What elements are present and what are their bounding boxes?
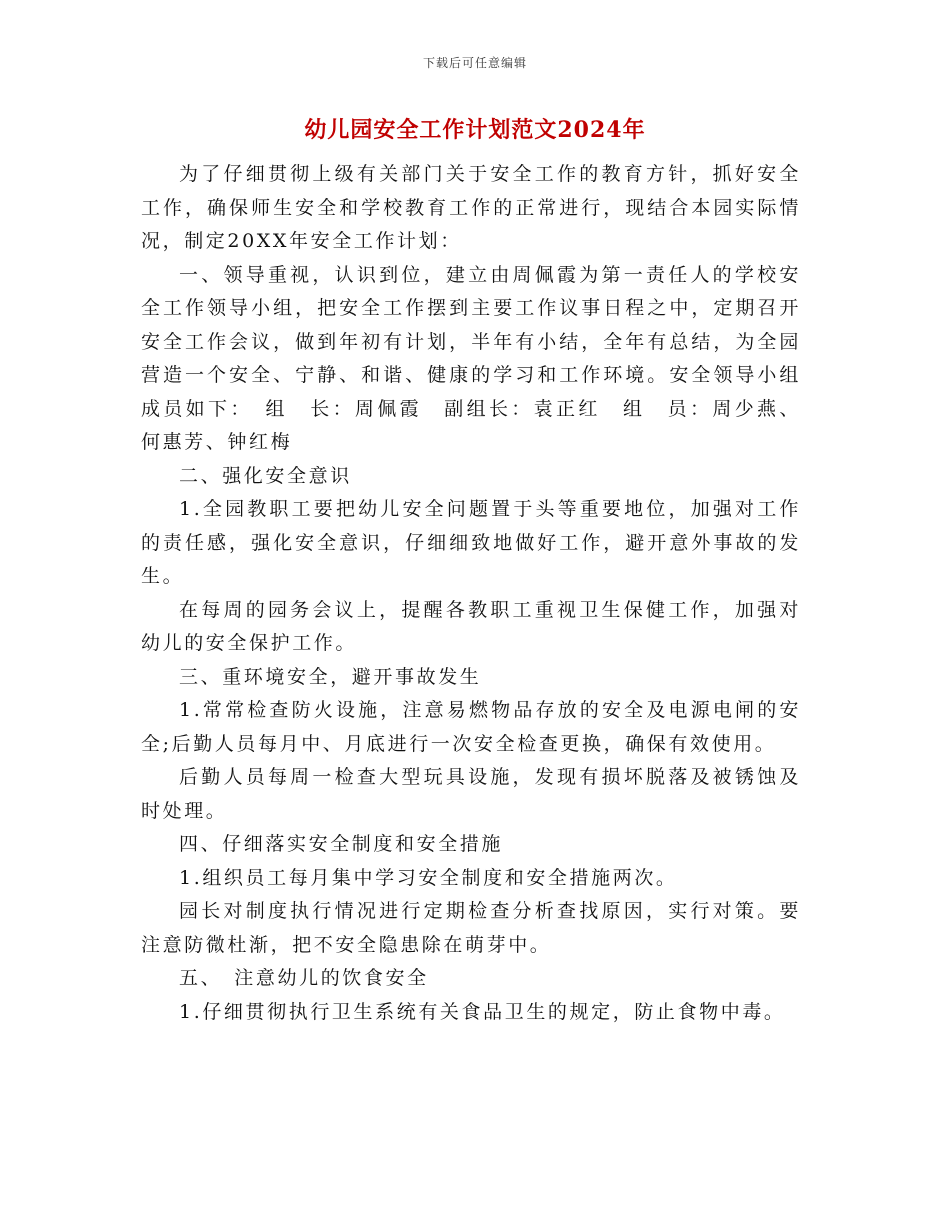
paragraph-item-3-2: 后勤人员每周一检查大型玩具设施，发现有损坏脱落及被锈蚀及时处理。 (141, 766, 801, 822)
paragraph-item-5-1: 1.仔细贯彻执行卫生系统有关食品卫生的规定，防止食物中毒。 (179, 1000, 786, 1023)
paragraph-item-2-1: 1.全园教职工要把幼儿安全问题置于头等重要地位，加强对工作的责任感，强化安全意识，仔细细致地做好工作，避开意外事故的发生。 (141, 498, 801, 587)
paragraph-heading-3: 三、重环境安全，避开事故发生 (179, 665, 482, 688)
document-title: 幼儿园安全工作计划范文2024年 (304, 117, 646, 143)
paragraph-item-4-2: 园长对制度执行情况进行定期检查分析查找原因，实行对策。要注意防微杜渐，把不安全隐患除在萌芽中。 (141, 900, 801, 956)
paragraph-section-1: 一、领导重视，认识到位，建立由周佩霞为第一责任人的学校安全工作领导小组，把安全工作摆到主要工作议事日程之中，定期召开安全工作会议，做到年初有计划，半年有小结，全年有总结，为全园营造一个安全、宁静、和谐、健康的学习和工作环境。安全领导小组成员如下： 组 长：周佩霞 副组长：袁正红 组 员：周少燕、何惠芳、钟红梅 (141, 263, 801, 453)
paragraph-intro: 为了仔细贯彻上级有关部门关于安全工作的教育方针，抓好安全工作，确保师生安全和学校教育工作的正常进行，现结合本园实际情况，制定20XX年安全工作计划： (141, 163, 801, 252)
paragraph-heading-4: 四、仔细落实安全制度和安全措施 (179, 833, 504, 855)
paragraph-item-4-1: 1.组织员工每月集中学习安全制度和安全措施两次。 (179, 866, 678, 889)
paragraph-heading-5: 五、 注意幼儿的饮食安全 (179, 967, 429, 989)
paragraph-item-2-2: 在每周的园务会议上，提醒各教职工重视卫生保健工作，加强对幼儿的安全保护工作。 (141, 598, 801, 654)
page-header: 下载后可任意编辑 (422, 56, 527, 70)
document-body (141, 158, 801, 1029)
paragraph-item-3-1: 1.常常检查防火设施，注意易燃物品存放的安全及电源电闸的安全;后勤人员每月中、月底进行一次安全检查更换，确保有效使用。 (141, 699, 801, 755)
paragraph-heading-2: 二、强化安全意识 (179, 464, 352, 487)
